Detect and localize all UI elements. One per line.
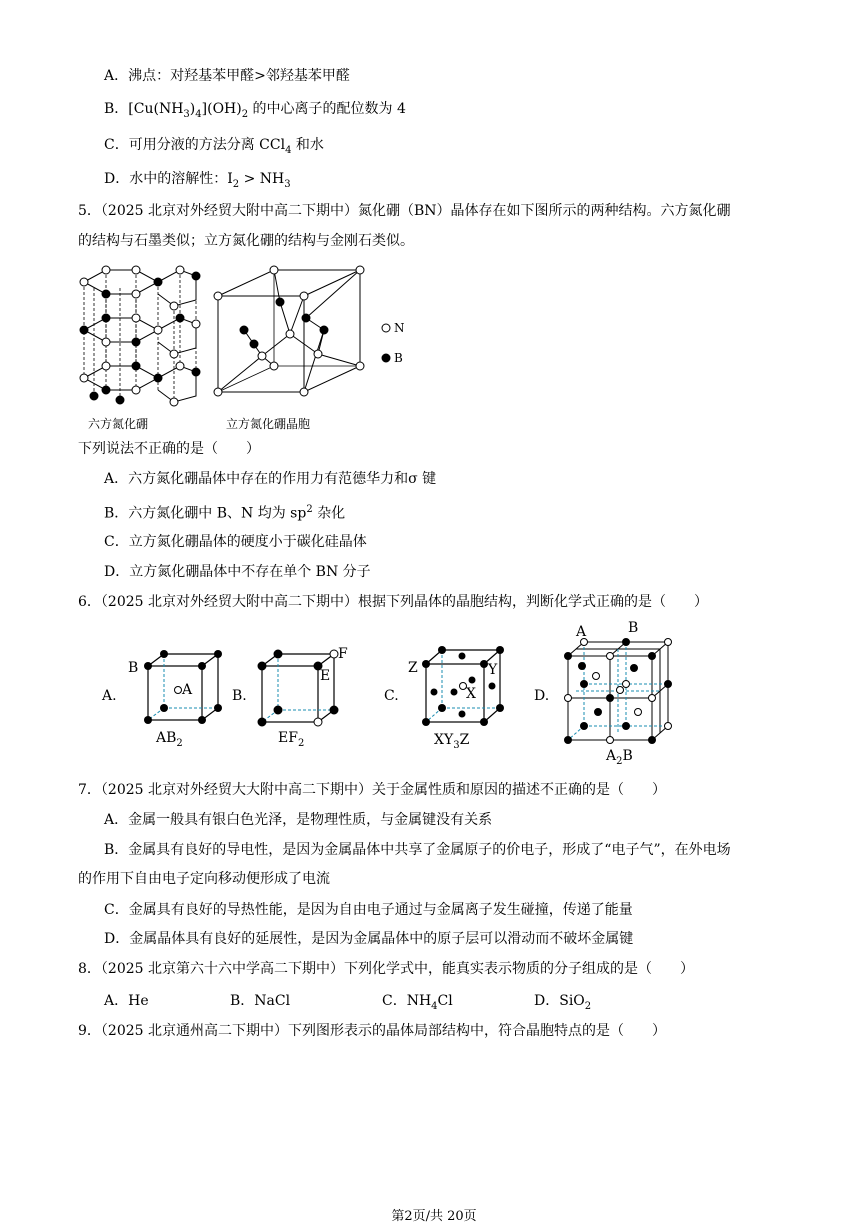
q7-stem: 7．（2025 北京对外经贸大大附中高二下期中）关于金属性质和原因的描述不正确的是（ ） [78,782,666,798]
cubic-bn-figure [214,266,364,396]
q7-option-b-line2: 的作用下自由电子定向移动便形成了电流 [78,871,330,887]
q8-option-d: D．SiO$_2$ [534,993,592,1012]
q7-option-a: A．金属一般具有银白色光泽，是物理性质，与金属键没有关系 [104,812,493,828]
q6-c-formula: $XY_3Z$ [434,732,470,751]
legend-b-marker [380,352,392,364]
q8-stem: 8．（2025 北京第六十六中学高二下期中）下列化学式中，能真实表示物质的分子组成的是（ ） [78,961,694,977]
q7-option-b-line1: B．金属具有良好的导电性，是因为金属晶体中共享了金属原子的价电子，形成了“电子气”，在外电场 [104,842,731,858]
q6-option-d-label: D. [534,688,550,704]
q9-stem: 9．（2025 北京通州高二下期中）下列图形表示的晶体局部结构中，符合晶胞特点的是（ ） [78,1023,666,1039]
q5-option-d: D．立方氮化硼晶体中不存在单个 BN 分子 [104,564,371,580]
q6-option-b-label: B. [232,688,247,704]
q6-a-formula: $AB_2$ [156,730,183,749]
q7-option-d: D．金属晶体具有良好的延展性，是因为金属晶体中的原子层可以滑动而不破坏金属键 [104,931,634,947]
q7-option-c: C．金属具有良好的导热性能，是因为自由电子通过与金属离子发生碰撞，传递了能量 [104,902,633,918]
q4-option-d: D．水中的溶解性：$I_2 > NH_3$ [104,171,291,190]
q4-option-b: B．$[Cu(NH_3)_4](OH)_2$ 的中心离子的配位数为 4 [104,101,406,120]
q8-option-c: C．$NH_4Cl$ [382,993,453,1012]
q6-a-atom-a: A [182,682,193,698]
q6-cell-d [562,636,674,746]
legend-n-label: N [394,321,405,335]
legend-n-marker [380,322,392,334]
q8-option-a: A．He [104,993,149,1009]
q6-d-atom-a: A [576,624,587,640]
q6-c-atom-y: Y [488,662,498,678]
q8-option-b: B．NaCl [230,993,291,1009]
q5-option-c: C．立方氮化硼晶体的硬度小于碳化硅晶体 [104,534,367,550]
hexagonal-bn-caption: 六方氮化硼 [88,417,149,431]
hexagonal-bn-figure [76,260,206,410]
cubic-bn-caption: 立方氮化硼晶胞 [226,417,311,431]
q6-b-atom-f: F [338,646,348,662]
q6-c-atom-z: Z [408,660,418,676]
q6-stem: 6．（2025 北京对外经贸大附中高二下期中）根据下列晶体的晶胞结构，判断化学式正确的是（ ） [78,594,708,610]
q5-stem-line1: 5．（2025 北京对外经贸大附中高二下期中）氮化硼（BN）晶体存在如下图所示的两种结构。六方氮化硼 [78,203,731,219]
q5-option-b: B．六方氮化硼中 B、N 均为 $sp^2$ 杂化 [104,504,346,522]
q6-d-formula: $A_2B$ [606,748,633,767]
q6-option-a-label: A. [102,688,117,704]
q6-cell-b [258,650,342,726]
q6-cell-c [422,646,506,726]
q5-stem-line2: 的结构与石墨类似；立方氮化硼的结构与金刚石类似。 [78,233,414,249]
q5-option-a: A．六方氮化硼晶体中存在的作用力有范德华力和σ 键 [104,471,437,487]
page-footer: 第2页/共 20页 [391,1209,477,1224]
q5-question: 下列说法不正确的是（ ） [78,441,260,457]
q6-d-atom-b: B [628,620,639,636]
legend-b-label: B [394,351,403,365]
q6-a-atom-b: B [128,660,139,676]
q6-b-formula: $EF_2$ [278,730,305,749]
q6-c-atom-x: X [466,686,476,702]
q4-option-a: A．沸点：对羟基苯甲醛>邻羟基苯甲醛 [104,68,350,84]
q6-option-c-label: C. [384,688,399,704]
q6-b-atom-e: E [320,668,331,684]
q4-option-c: C．可用分液的方法分离 CCl$_4$ 和水 [104,137,324,156]
